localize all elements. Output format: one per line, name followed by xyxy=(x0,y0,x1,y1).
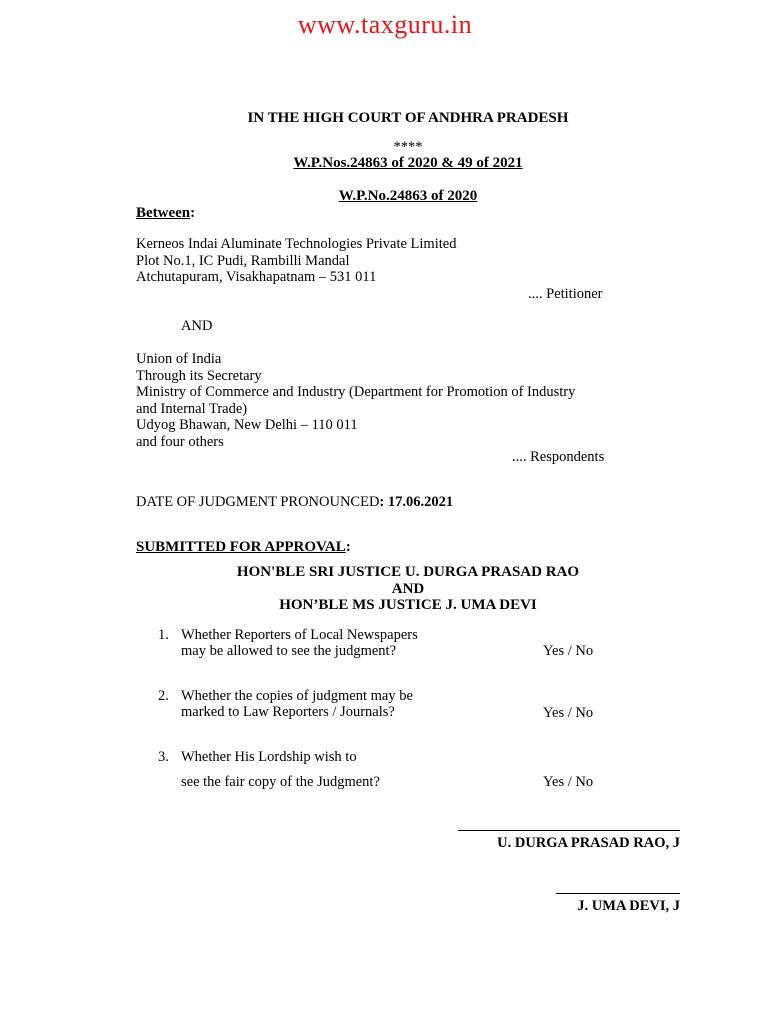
respondent-line: Union of India xyxy=(136,351,222,367)
respondent-line: Through its Secretary xyxy=(136,367,262,384)
respondent-line: Ministry of Commerce and Industry (Department for Promotion of Industry xyxy=(136,384,576,400)
petitioner-line: Atchutapuram, Visakhapatnam – 531 011 xyxy=(136,269,377,285)
question-line: may be allowed to see the judgment? xyxy=(181,643,397,659)
respondent-line: and four others xyxy=(136,433,224,450)
case-number: W.P.No.24863 of 2020 xyxy=(338,188,478,204)
separator-stars: **** xyxy=(393,139,423,155)
petitioner-address xyxy=(136,236,456,286)
judgment-date xyxy=(136,495,453,510)
respondent-role: .... Respondents xyxy=(512,449,605,465)
case-numbers: W.P.Nos.24863 of 2020 & 49 of 2021 xyxy=(293,155,523,171)
question-number: 2. xyxy=(158,688,169,704)
petitioner-line: Plot No.1, IC Pudi, Rambilli Mandal xyxy=(136,252,350,269)
question-line: see the fair copy of the Judgment? xyxy=(181,774,380,790)
submitted-colon: : xyxy=(345,539,351,555)
question-answer: Yes / No xyxy=(543,705,594,721)
submitted-heading xyxy=(136,540,351,555)
court-name: IN THE HIGH COURT OF ANDHRA PRADESH xyxy=(247,110,569,126)
question-line: Whether the copies of judgment may be xyxy=(181,688,413,704)
submitted-label: SUBMITTED FOR APPROVAL xyxy=(136,539,346,555)
question-line: Whether His Lordship wish to xyxy=(181,749,357,765)
respondent-line: Udyog Bhawan, New Delhi – 110 011 xyxy=(136,417,358,433)
between-label: Between xyxy=(136,205,191,221)
question-answer: Yes / No xyxy=(543,774,594,790)
question-answer: Yes / No xyxy=(543,643,594,659)
petitioner-role: .... Petitioner xyxy=(528,286,603,302)
signature-line xyxy=(458,830,680,831)
and-separator: AND xyxy=(181,318,213,334)
signature-line xyxy=(556,893,680,894)
watermark-url: www.taxguru.in xyxy=(297,10,473,39)
petitioner-line: Kerneos Indai Aluminate Technologies Private Limited xyxy=(136,236,457,252)
judges-and: AND xyxy=(391,581,425,597)
question-number: 1. xyxy=(158,627,169,643)
signature-first-judge: U. DURGA PRASAD RAO, J xyxy=(497,835,680,851)
judge-two-title: HON’BLE MS JUSTICE J. UMA DEVI xyxy=(279,597,537,613)
judgment-date-value: : 17.06.2021 xyxy=(379,494,454,510)
question-line: Whether Reporters of Local Newspapers xyxy=(181,627,418,643)
between-heading xyxy=(136,206,195,221)
between-colon: : xyxy=(190,205,196,221)
judge-one-title: HON'BLE SRI JUSTICE U. DURGA PRASAD RAO xyxy=(236,564,580,580)
question-number: 3. xyxy=(158,749,169,765)
signature-second-judge: J. UMA DEVI, J xyxy=(577,898,680,914)
respondent-address xyxy=(136,351,575,450)
judgment-date-label: DATE OF JUDGMENT PRONOUNCED xyxy=(136,494,380,510)
respondent-line: and Internal Trade) xyxy=(136,400,248,417)
question-line: marked to Law Reporters / Journals? xyxy=(181,704,395,720)
